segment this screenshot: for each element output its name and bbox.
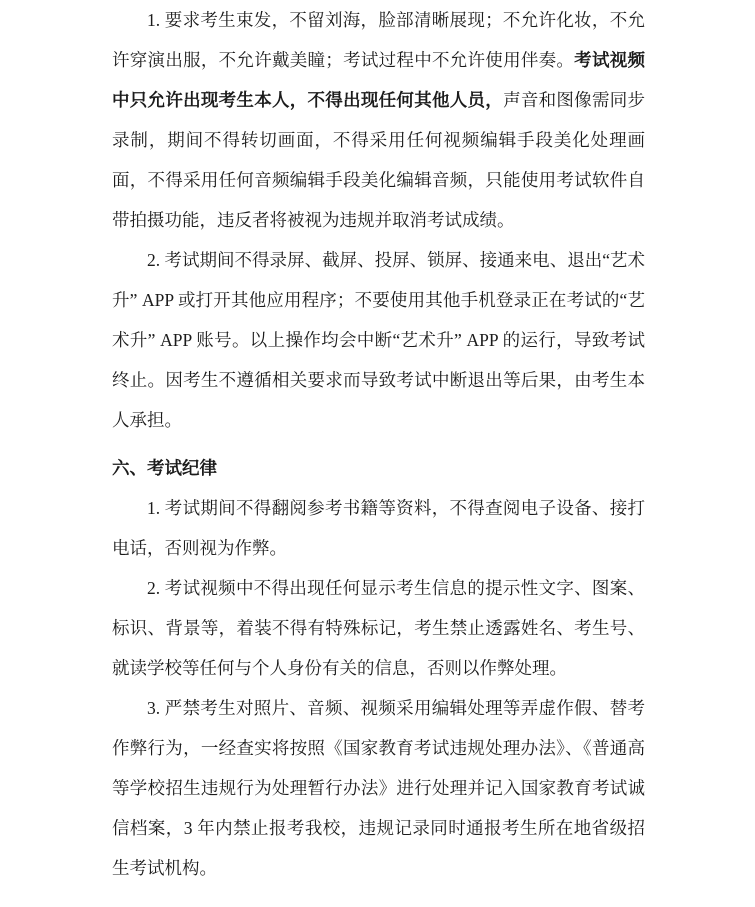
requirements-item-1-text-end: 声音和图像需同步录制，期间不得转切画面，不得采用任何视频编辑手段美化处理画面，不得采用任何音频编辑手段美化编辑音频，只能使用考试软件自带拍摄功能，违反者将被视为违规并取消考试成绩。 (112, 90, 646, 230)
requirements-item-1-bold-text: 考试视频中只允许出现考生本人，不得出现任何其他人员， (112, 50, 645, 110)
discipline-item-3: 3. 严禁考生对照片、音频、视频采用编辑处理等弄虚作假、替考作弊行为，一经查实将按照《国家教育考试违规处理办法》、《普通高等学校招生违规行为处理暂行办法》进行处理并记入国家教育考试诚信档案，3 年内禁止报考我校，违规记录同时通报考生所在地省级招生考试机构。 (112, 698, 645, 878)
section-exam-discipline (112, 488, 645, 888)
discipline-item-2: 2. 考试视频中不得出现任何显示考生信息的提示性文字、图案、标识、背景等，着装不得有特殊标记，考生禁止透露姓名、考生号、就读学校等任何与个人身份有关的信息，否则以作弊处理。 (112, 578, 645, 678)
requirements-item-2: 2. 考试期间不得录屏、截屏、投屏、锁屏、接通来电、退出“艺术升” APP 或打开其他应用程序；不要使用其他手机登录正在考试的“艺术升” APP 账号。以上操作均会中断“艺术升” APP 的运行，导致考试终止。因考生不遵循相关要求而导致考试中断退出等后果，由考生本人承担。 (112, 250, 645, 430)
discipline-section-heading: 六、考试纪律 (112, 458, 217, 478)
section-exam-requirements (112, 0, 645, 440)
discipline-item-1: 1. 考试期间不得翻阅参考书籍等资料，不得查阅电子设备、接打电话，否则视为作弊。 (112, 498, 645, 558)
requirements-item-1-text-start: 1. 要求考生束发，不留刘海，脸部清晰展现；不允许化妆，不允许穿演出服，不允许戴美瞳；考试过程中不允许使用伴奏。 (112, 10, 645, 70)
requirements-item-1 (112, 0, 645, 240)
